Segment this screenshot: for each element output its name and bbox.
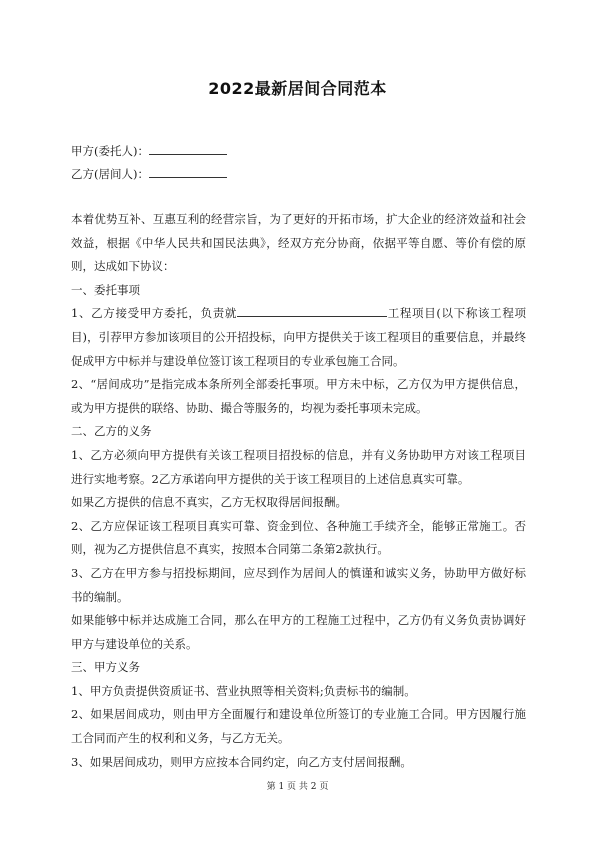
section-1-heading: 一、委托事项 (71, 282, 140, 297)
party-b-blank (149, 165, 227, 178)
party-a-label: 甲方(委托人)： (71, 144, 149, 158)
party-a-blank (149, 142, 227, 155)
item-1-1-text-before: 1、乙方接受甲方委托，负责就 (71, 306, 238, 321)
project-name-blank (237, 304, 387, 317)
item-2-2-paragraph: 2、乙方应保证该工程项目真实可靠、资金到位、各种施工手续齐全，能够正常施工。否则，视为乙方提供信息不真实，按照本合同第二条第2款执行。 (71, 518, 526, 557)
page-footer: 第 1 页 共 2 页 (266, 782, 329, 792)
party-b-line (71, 165, 227, 182)
item-2-1-note: 如果乙方提供的信息不真实，乙方无权取得居间报酬。 (71, 495, 347, 510)
item-3-3-paragraph: 3、如果居间成功，则甲方应按本合同约定，向乙方支付居间报酬。 (71, 754, 412, 769)
item-1-1-text-after: 工程项目(以下称该工程项目)，引荐甲方参加该项目的公开招投标，向甲方提供关于该工程项目的重要信息，并最终促成甲方中标并与建设单位签订该工程项目的专业承包施工合同。 (71, 306, 526, 368)
item-2-3-note: 如果能够中标并达成施工合同，那么在甲方的工程施工过程中，乙方仍有义务负责协调好甲方与建设单位的关系。 (71, 613, 526, 651)
item-1-2-paragraph: 2、“居间成功”是指完成本条所列全部委托事项。甲方未中标，乙方仅为甲方提供信息，或为甲方提供的联络、协助、撮合等服务的，均视为委托事项未完成。 (71, 377, 526, 415)
party-b-label: 乙方(居间人)： (71, 167, 149, 181)
item-1-1-paragraph (71, 302, 526, 373)
item-3-2-paragraph: 2、如果居间成功，则由甲方全面履行和建设单位所签订的专业施工合同。甲方因履行施工合同而产生的权利和义务，与乙方无关。 (71, 707, 526, 746)
section-3-heading: 三、甲方义务 (71, 660, 140, 675)
contract-body (71, 208, 526, 774)
item-3-1-paragraph: 1、甲方负责提供资质证书、营业执照等相关资料;负责标书的编制。 (71, 683, 416, 698)
party-a-line (71, 142, 227, 159)
item-2-3-paragraph: 3、乙方在甲方参与招投标期间，应尽到作为居间人的慎谨和诚实义务，协助甲方做好标书的编制。 (71, 565, 526, 604)
section-2-heading: 二、乙方的义务 (71, 424, 152, 439)
item-2-1-paragraph: 1、乙方必须向甲方提供有关该工程项目招投标的信息，并有义务协助甲方对该工程项目进行实地考察。2乙方承诺向甲方提供的关于该工程项目的上述信息真实可靠。 (71, 447, 526, 486)
preamble-paragraph: 本着优势互补、互惠互利的经营宗旨，为了更好的开拓市场，扩大企业的经济效益和社会效益，根据《中华人民共和国民法典》，经双方充分协商，依据平等自愿、等价有偿的原则，达成如下协议： (71, 212, 526, 274)
document-title: 2022最新居间合同范本 (208, 79, 387, 98)
